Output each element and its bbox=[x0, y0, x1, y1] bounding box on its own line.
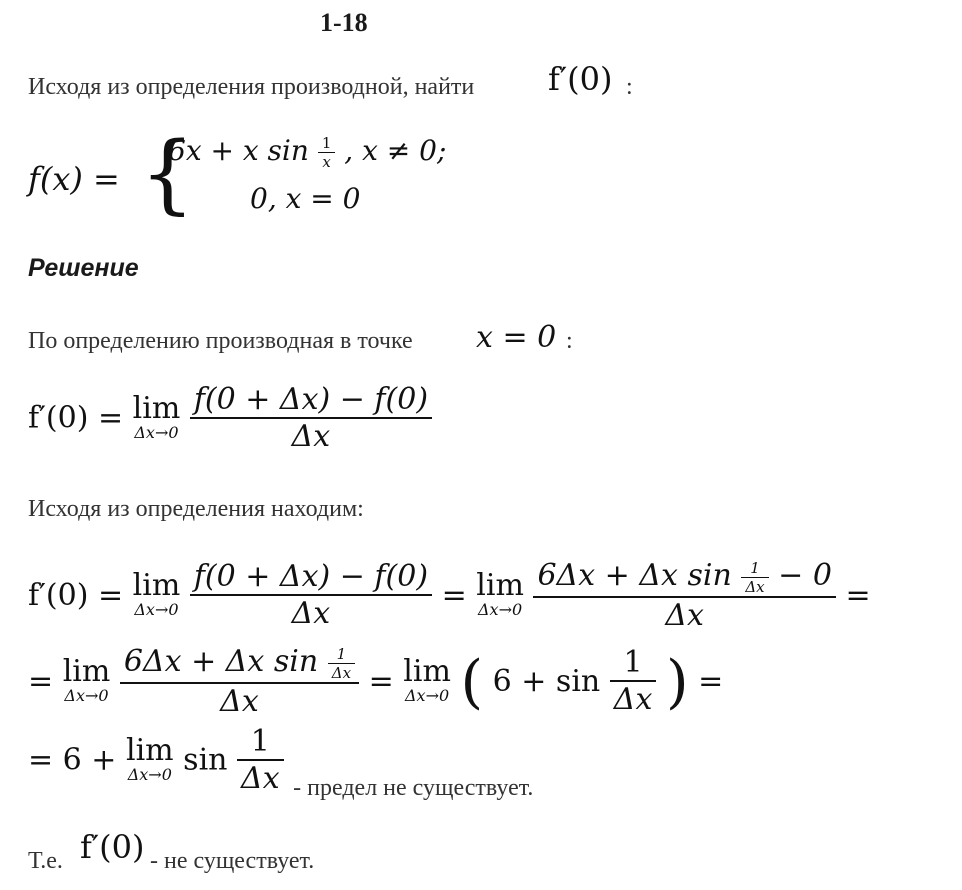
formula1-fraction bbox=[190, 382, 432, 454]
limit-subscript: Δx→0 bbox=[134, 423, 179, 442]
task-statement bbox=[28, 60, 633, 110]
limit-word: lim bbox=[62, 654, 111, 690]
formula4-limit bbox=[125, 733, 174, 784]
task-target: f′(0) bbox=[548, 60, 613, 98]
formula3-limit-1 bbox=[62, 654, 111, 706]
limit-subscript: Δx→0 bbox=[64, 686, 109, 706]
formula2-fraction-1 bbox=[190, 559, 432, 631]
definition-text: По определению производная в точке bbox=[28, 328, 413, 354]
case1-frac-den: x bbox=[322, 153, 331, 171]
case-1 bbox=[168, 134, 446, 171]
definition-line bbox=[28, 320, 573, 360]
formula2-num2-a: 6Δx + Δx sin bbox=[537, 558, 732, 593]
conclusion-prefix: Т.е. bbox=[28, 848, 63, 874]
limit-word: lim bbox=[403, 654, 451, 690]
formula1-denominator: Δx bbox=[291, 419, 331, 454]
formula2-limit-2 bbox=[476, 568, 524, 620]
formula2-inner-fraction bbox=[741, 559, 768, 596]
paren-frac-den: Δx bbox=[613, 682, 653, 718]
inner-frac-num: 1 bbox=[750, 558, 760, 577]
formula2-lhs: f′(0) = bbox=[28, 577, 124, 613]
definition-colon: : bbox=[566, 328, 573, 354]
inner-frac-num: 1 bbox=[336, 644, 347, 663]
formula1-lhs: f′(0) = bbox=[28, 400, 124, 436]
formula2-num2-b: − 0 bbox=[778, 558, 832, 593]
formula3-equals: = bbox=[368, 663, 394, 699]
formula2-fraction-2 bbox=[533, 558, 835, 633]
inner-frac-den: Δx bbox=[745, 577, 765, 596]
paren-open: ( bbox=[460, 647, 484, 716]
formula4-lead: = 6 + bbox=[28, 742, 117, 778]
task-text: Исходя из определения производной, найти bbox=[28, 74, 475, 100]
conclusion-suffix: - не существует. bbox=[150, 848, 315, 874]
formula4-frac-den: Δx bbox=[241, 761, 280, 796]
function-definition bbox=[28, 124, 508, 232]
limit-word: lim bbox=[476, 568, 524, 604]
case-2 bbox=[250, 182, 360, 215]
formula4-frac-num: 1 bbox=[250, 724, 270, 759]
definition-point: x = 0 bbox=[476, 320, 557, 355]
task-colon: : bbox=[626, 74, 633, 100]
solution-heading: Решение bbox=[28, 254, 139, 282]
conclusion-target: f′(0) bbox=[80, 828, 145, 866]
formula3-paren-inner: 6 + sin bbox=[492, 663, 601, 699]
formula3-fraction bbox=[120, 644, 359, 719]
formula3-paren-fraction bbox=[610, 645, 657, 717]
formula2-denominator-2: Δx bbox=[665, 597, 704, 633]
find-text: Исходя из определения находим: bbox=[28, 496, 364, 522]
problem-number: 1-18 bbox=[320, 8, 368, 37]
conclusion-line bbox=[28, 828, 428, 878]
formula-definition bbox=[28, 382, 432, 454]
case1-frac bbox=[318, 134, 336, 171]
formula3-numerator bbox=[120, 644, 359, 682]
formula-step-2 bbox=[28, 644, 723, 719]
function-lhs: f(x) = bbox=[28, 160, 120, 198]
limit-subscript: Δx→0 bbox=[405, 686, 450, 706]
formula1-limit bbox=[132, 391, 181, 442]
formula1-numerator: f(0 + Δx) − f(0) bbox=[193, 382, 429, 417]
formula4-note: - предел не существует. bbox=[293, 775, 534, 801]
formula2-numerator-1: f(0 + Δx) − f(0) bbox=[193, 559, 429, 595]
formula-step-3 bbox=[28, 724, 534, 801]
formula3-limit-2 bbox=[403, 654, 451, 706]
formula3-num-a: 6Δx + Δx sin bbox=[123, 644, 319, 679]
limit-subscript: Δx→0 bbox=[478, 600, 523, 620]
case1-frac-num: 1 bbox=[321, 134, 332, 152]
limit-word: lim bbox=[125, 733, 174, 768]
formula3-lead-equals: = bbox=[28, 663, 54, 699]
formula2-limit-1 bbox=[132, 568, 181, 620]
formula4-sin: sin bbox=[183, 742, 228, 778]
limit-subscript: Δx→0 bbox=[127, 765, 172, 784]
formula2-denominator-1: Δx bbox=[291, 596, 331, 632]
paren-close: ) bbox=[665, 647, 689, 716]
formula2-numerator-2 bbox=[533, 558, 835, 596]
paren-frac-num: 1 bbox=[623, 645, 643, 681]
formula3-denominator: Δx bbox=[220, 683, 259, 719]
formula2-equals: = bbox=[441, 577, 467, 613]
limit-word: lim bbox=[132, 568, 181, 604]
formula3-trailing-equals: = bbox=[698, 663, 724, 699]
formula-step-1 bbox=[28, 558, 871, 633]
brace-icon: { bbox=[140, 124, 195, 224]
limit-word: lim bbox=[132, 391, 181, 426]
formula3-inner-fraction bbox=[328, 645, 355, 682]
case1-cond: , x ≠ 0; bbox=[344, 134, 447, 167]
formula4-fraction bbox=[237, 724, 284, 796]
case2-expr: 0, x = 0 bbox=[250, 182, 361, 215]
limit-subscript: Δx→0 bbox=[134, 600, 179, 620]
inner-frac-den: Δx bbox=[331, 663, 352, 682]
case1-expr: 6x + x sin bbox=[168, 134, 309, 167]
formula2-trailing-equals: = bbox=[845, 577, 871, 613]
